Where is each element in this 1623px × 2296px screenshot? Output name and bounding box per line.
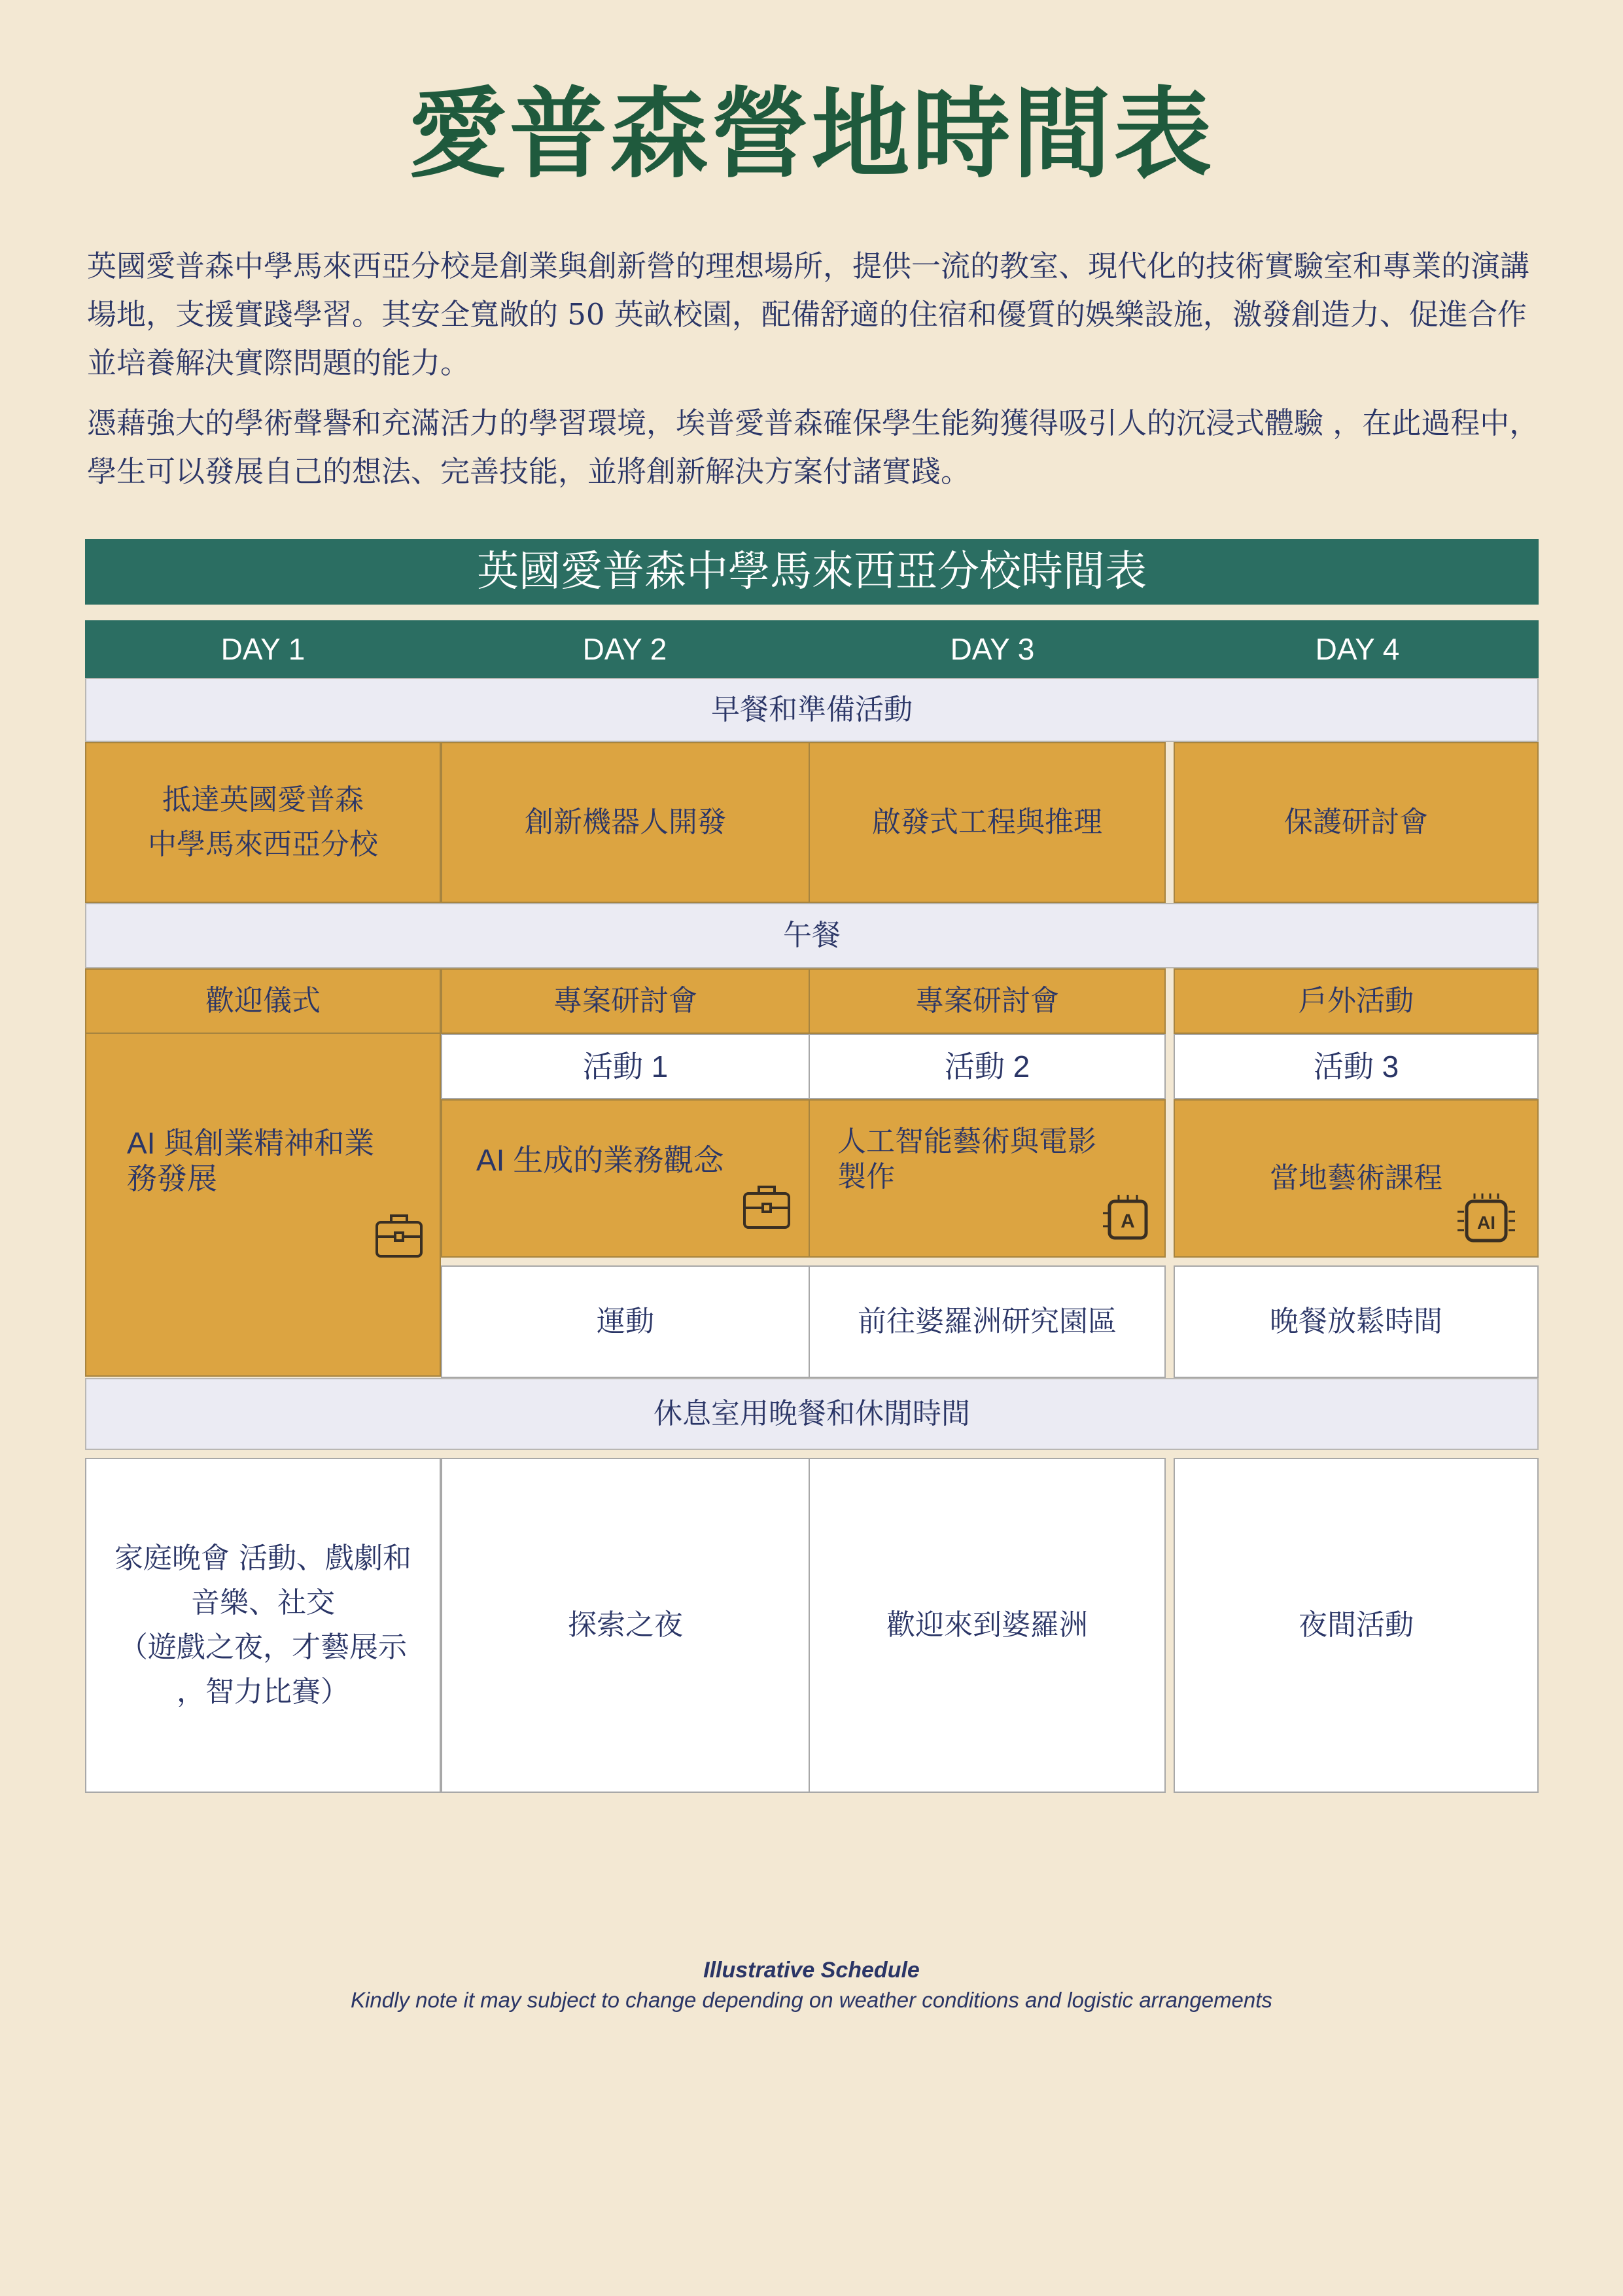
morning-day-4: 保護研討會 [1174, 742, 1539, 903]
schedule-title: 英國愛普森中學馬來西亞分校時間表 [85, 539, 1539, 605]
activity-1: AI 生成的業務觀念 [441, 1099, 810, 1258]
ai-chip-icon [1455, 1192, 1518, 1250]
evening-day-4: 夜間活動 [1174, 1458, 1539, 1793]
evening-day-1: 家庭晚會 活動、戲劇和 音樂、社交 （遊戲之夜，才藝展示 ，智力比賽） [85, 1458, 441, 1793]
intro-paragraph-2: 憑藉強大的學術聲譽和充滿活力的學習環境，埃普愛普森確保學生能夠獲得吸引人的沉浸式體驗 ，在此過程中，學生可以發展自己的想法、完善技能，並將創新解決方案付諸實踐。 [87, 406, 1539, 489]
breakfast-row: 早餐和準備活動 [85, 678, 1539, 742]
footer-title: Illustrative Schedule [703, 1958, 920, 1983]
activity-label-1: 活動 1 [441, 1034, 810, 1099]
activity-label-3: 活動 3 [1174, 1034, 1539, 1099]
ai-chip-icon [1102, 1193, 1154, 1246]
day-1-afternoon-block: AI 與創業精神和業 務發展 [85, 1033, 441, 1377]
morning-day-2: 創新機器人開發 [441, 742, 810, 903]
morning-day-3: 啟發式工程與推理 [809, 742, 1166, 903]
activity-2: 人工智能藝術與電影 製作 [809, 1099, 1166, 1258]
activity-label-2: 活動 2 [809, 1034, 1166, 1099]
day-header-row [85, 620, 1539, 678]
dinner-row: 休息室用晚餐和休閒時間 [85, 1378, 1539, 1450]
day-2-header: DAY 2 [582, 632, 667, 666]
evening-day-2: 探索之夜 [441, 1458, 810, 1793]
svg-text:AI: AI [1477, 1212, 1495, 1233]
morning-day-1: 抵達英國愛普森 中學馬來西亞分校 [85, 742, 441, 903]
afternoon-header-day-3: 專案研討會 [809, 968, 1166, 1034]
lunch-row: 午餐 [85, 903, 1539, 968]
late-afternoon-day-4: 晚餐放鬆時間 [1174, 1265, 1539, 1378]
footer-note: Kindly note it may subject to change depending on weather conditions and logistic arrangements [351, 1988, 1272, 2012]
page-title: 愛普森營地時間表 [408, 77, 1215, 192]
afternoon-header-day-2: 專案研討會 [441, 968, 810, 1034]
intro-paragraph-1: 英國愛普森中學馬來西亞分校是創業與創新營的理想場所，提供一流的教室、現代化的技術實驗室和專業的演講場地，支援實踐學習。其安全寬敞的 50 英畝校園，配備舒適的住宿和優質的娛樂設施，激發創造力、促進合作並培養解決實際問題的能力。 [87, 249, 1530, 380]
afternoon-header-day-1: 歡迎儀式 [85, 968, 441, 1034]
late-afternoon-day-2: 運動 [441, 1265, 810, 1378]
evening-day-3: 歡迎來到婆羅洲 [809, 1458, 1166, 1793]
day-4-header: DAY 4 [1315, 632, 1400, 666]
day-1-header: DAY 1 [220, 632, 305, 666]
svg-text:A: A [1121, 1210, 1135, 1232]
activity-3: 當地藝術課程 [1174, 1099, 1539, 1258]
late-afternoon-day-3: 前往婆羅洲研究園區 [809, 1265, 1166, 1378]
day-3-header: DAY 3 [950, 632, 1035, 666]
afternoon-header-day-4: 戶外活動 [1174, 968, 1539, 1034]
briefcase-icon [374, 1210, 424, 1260]
briefcase-icon [742, 1182, 792, 1231]
